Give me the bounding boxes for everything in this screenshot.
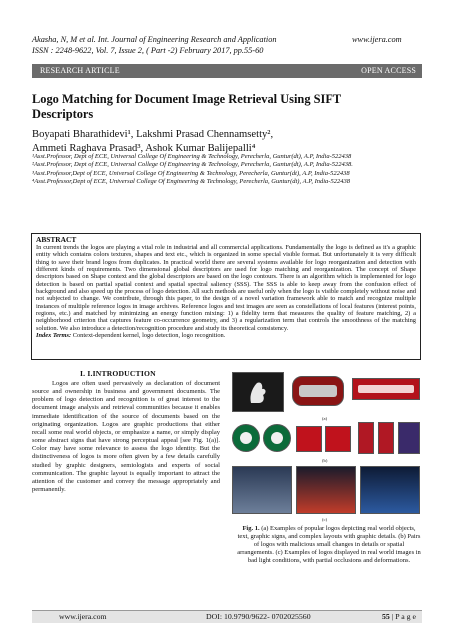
logo-ferrari-image: [232, 372, 284, 412]
citation-line: Akasha, N, M et al. Int. Journal of Engineering Research and Application: [32, 35, 277, 44]
footer-doi: DOI: 10.9790/9622- 0702025560: [206, 612, 311, 621]
logo-pair-vertical-image: [358, 422, 374, 454]
logo-starbucks-variant-image: [263, 424, 291, 452]
logo-badge-image: [292, 376, 344, 406]
abstract-heading: ABSTRACT: [36, 235, 77, 244]
author-list: [32, 128, 412, 155]
affiliation-3: ³Asst.Professor,Dept of ECE, Universal College Of Engineering & Technology, Perecherla, Guntur(dt), A.P, India-522438: [32, 169, 350, 177]
affiliation-1: ¹Asst.Professor, Dept of ECE, Universal College Of Engineering & Technology, Perecherla, Guntur(dt), A.P, India-522438: [32, 153, 352, 160]
figure-1-logo-collage: [232, 372, 422, 524]
issn-line: ISSN : 2248-9622, Vol. 7, Issue 2, ( Part -2) February 2017, pp.55-60: [32, 45, 264, 55]
logo-pair-dark-image: [398, 422, 420, 454]
subfigure-label-a: (a): [322, 416, 328, 421]
figure-1-caption: [236, 525, 422, 565]
affiliation-4: ⁴Asst.Professor,Dept of ECE, Universal College Of Engineering & Technology, Perecherla, Guntur(dt), A.P, India-522438: [32, 177, 350, 185]
section-heading-introduction: I. I.INTRODUCTION: [80, 369, 156, 378]
subfigure-label-c: (c): [322, 517, 328, 522]
open-access-label: OPEN ACCESS: [361, 66, 416, 75]
introduction-text: [32, 380, 220, 494]
logo-pair-red-variant-image: [325, 426, 351, 452]
page-footer: [32, 610, 422, 623]
subfigure-label-b: (b): [322, 458, 328, 463]
journal-website[interactable]: www.ijera.com: [352, 35, 402, 44]
real-world-logo-photo-3: [360, 466, 420, 514]
index-terms: [36, 332, 416, 340]
running-header: [32, 35, 277, 56]
index-terms-label: Index Terms:: [36, 332, 72, 340]
logo-starbucks-image: [232, 424, 260, 452]
index-terms-text: Context-dependent kernel, logo detection, logo recognition.: [71, 332, 226, 340]
abstract-body: In current trends the logos are playing a vital role in industrial and all commercial applications. Fundamentally the logo is defined as it's a graphic entity which contains colors textures, shapes and text etc., which is organized in some special visible format. But unfortunately it is very difficult thing to save their brand logos from duplicates. In practical world there are several systems available for logo reorganization and detection with different kinds of requirements. Two dimensional global descriptors are used for logo matching and reorganization. The concept of Shape descriptors based on Shape context and the global descriptors are based on the logo contours. There is an algorithm which is implemented for logo detection is based on partial spatial context and spatial spectral saliency (SSS). The SSS is able to keep away from the confusion effect of background and also speed up the process of logo detection. All such methods are useful only when the logo is visible completely without noise and not subjected to change. We contribute, through this paper, to the design of a novel variation framework able to match and recognize multiple instances of multiple reference logos in image archives. Reference logos and test images are seen as constellations of local features (interest points, regions, etc.) and matched by minimizing an energy function mixing: 1) a fidelity term that measures the quality of feature matching, 2) a neighborhood criterion that captures feature co-occurrence geometry, and 3) a regularization term that controls the smoothness of the matching solution. We also introduce a detection/recognition procedure and study its theoretical consistency.: [36, 244, 416, 332]
paper-title: Logo Matching for Document Image Retrieval Using SIFT Descriptors: [32, 92, 341, 121]
article-type-banner: [32, 64, 422, 78]
page-number: 55: [382, 612, 390, 621]
logo-pair-vertical-variant-image: [378, 422, 394, 454]
introduction-paragraph: Logos are often used pervasively as declaration of document source and ownership in business and government documents. The problem of logo detection and recognition is of great interest to the document image analysis and retrieval communities because it enables immediate identification of the source of documents based on the originating organization. Logos are graphic productions that either recall some real world objects, or emphasize a name, or simply display some abstract signs that have strong perceptual appeal [see Fig. 1(a)]. Color may have some relevance to assess the logo identity. But the distinctiveness of logos is more often given by a few details carefully studied by graphic designers, semiologists and experts of social communication. The graphic layout is equally important to attract the attention of the customer and convey the message appropriately and permanently.: [32, 380, 220, 494]
footer-page: [382, 611, 416, 623]
authors-line-1: Boyapati Bharathidevi¹, Lakshmi Prasad Chennamsetty²,: [32, 129, 274, 140]
figure-caption-label: Fig. 1.: [242, 525, 260, 532]
logo-pair-red-image: [296, 426, 322, 452]
abstract-box: [31, 233, 421, 360]
authors-line-2: Ammeti Raghava Prasad³, Ashok Kumar Balijepalli⁴: [32, 142, 256, 154]
real-world-logo-photo-1: [232, 466, 292, 514]
affiliation-2: ²Asst.Professor, Dept of ECE, Universal College Of Engineering & Technology, Perecherla, Guntur(dt), A.P, India-522438.: [32, 161, 353, 169]
real-world-logo-photo-2: [296, 466, 356, 514]
page-label: | P a g e: [389, 612, 416, 621]
research-article-label: RESEARCH ARTICLE: [40, 66, 120, 75]
figure-caption-text: (a) Examples of popular logos depicting real world objects, text, graphic signs, and complex layouts with graphic details. (b) Pairs of logos with malicious small changes in details or spatial arrangements. (c) Examples of logos displayed in real world images in bad light conditions, with partial occlusions and deformations.: [237, 525, 421, 564]
affiliations: [32, 153, 422, 186]
logo-wordmark-image: [352, 378, 420, 400]
footer-website[interactable]: www.ijera.com: [59, 612, 107, 621]
